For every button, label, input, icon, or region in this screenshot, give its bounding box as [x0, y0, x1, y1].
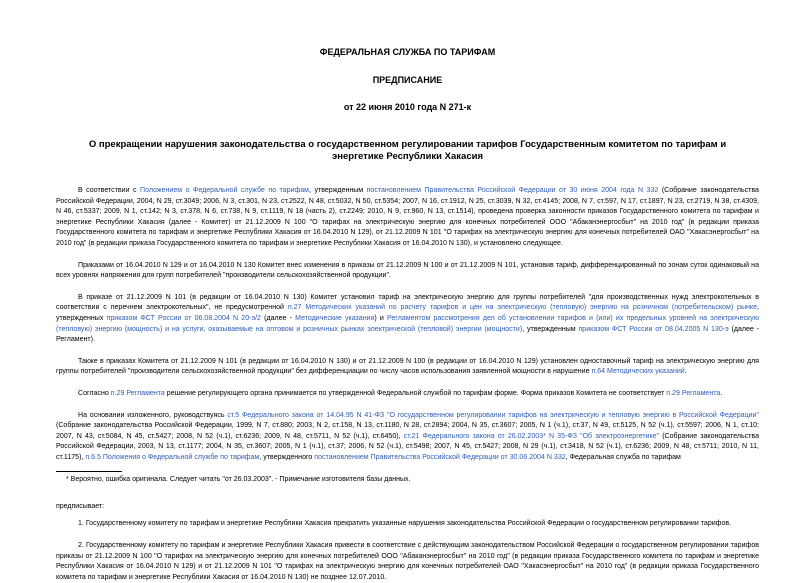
- link-fst-order-130-e[interactable]: приказом ФСТ России от 08.04.2005 N 130-э: [578, 325, 729, 333]
- text: (далее - Регламент).: [56, 325, 759, 344]
- paragraph-5: [56, 389, 759, 400]
- link-methodical-guidelines[interactable]: Методические указания: [295, 314, 375, 322]
- text: (Собрание законодательства Российской Федерации, 2003, N 13, ст.1177; 2004, N 35, ст.3607; 2005, N 1 (ч.1), ст.37; 2006, N 52 (ч.1), ст.5498; 2007, N 45, ст.5427; 2008, N 29 (ч.1), ст.3418, N 52 (ч.1), ст.6236; 2009, N 48, ст.5711; 2010, N 11, ст.1175),: [56, 432, 759, 461]
- footnote: * Вероятно, ошибка оригинала. Следует читать "от 26.03.2003". - Примечание изготовителя базы данных.: [66, 476, 411, 484]
- text: На основании изложенного, руководствуясь: [78, 411, 228, 419]
- link-reglament-p29[interactable]: п.29 Регламента: [110, 389, 165, 397]
- agency-heading: ФЕДЕРАЛЬНАЯ СЛУЖБА ПО ТАРИФАМ: [319, 47, 496, 57]
- text: .: [684, 368, 687, 376]
- text: ) и: [374, 314, 387, 322]
- link-methodical-guidelines-p64[interactable]: п.64 Методических указаний: [591, 368, 685, 376]
- text: , утвержденным: [522, 325, 579, 333]
- text: , утвержденного: [259, 453, 315, 461]
- text: Согласно: [78, 389, 111, 397]
- doc-type-heading: ПРЕДПИСАНИЕ: [372, 75, 443, 85]
- link-reglament[interactable]: Регламентом рассмотрения дел об установлении тарифов и (или) их предельных уровней на электрическую (тепловую) энергию (мощность) и на услуги, оказываемые на оптовом и розничных рынках электрической (тепловой) энергии (мощности): [56, 314, 759, 333]
- text: (далее -: [260, 314, 296, 322]
- text: (Собрание законодательства Российской Федерации, 1999, N 7, ст.880; 2003, N 2, ст.158, N 13, ст.1180, N 28, ст.2894; 2004, N 35, ст.3607; 2005, N 1 (ч.1), ст.37, N 49, ст.5125, N 52 (ч.1), ст.5597; 2006, N 1, ст.10; 2007, N 43, ст.5084, N 45, ст.5427; 2008, N 52 (ч.1), ст.6236; 2009, N 48, ст.5711, N 52 (ч.1), ст.6450),: [56, 422, 759, 440]
- footnote-divider: [56, 471, 122, 472]
- doc-date-number: от 22 июня 2010 года N 271-к: [343, 102, 472, 112]
- text: .: [720, 389, 723, 397]
- paragraph-1: [56, 186, 759, 250]
- paragraph-3: [56, 293, 759, 346]
- link-reglament-p29[interactable]: п.29 Регламента: [666, 389, 721, 397]
- link-fst-regulation-p65[interactable]: п.6.5 Положения о Федеральной службе по тарифам: [85, 453, 260, 461]
- paragraph-4: [56, 357, 759, 378]
- orders-heading: предписывает:: [56, 503, 105, 511]
- link-fst-regulation[interactable]: Положением о Федеральной службе по тарифам: [140, 187, 310, 194]
- link-methodical-guidelines-p27[interactable]: п.27 Методических указаний по расчету тарифов и цен на электрическую (тепловую) энергию на розничном (потребительском) рынке: [287, 304, 758, 312]
- text: решение регулирующего органа принимается по утвержденной Федеральной службой по тарифам форме. Форма приказов Комитета не соответствует: [164, 389, 667, 397]
- text: (Собрание законодательства Российской Федерации, 2004, N 29, ст.3049; 2006, N 3, ст.301, N 23, ст.2522, N 48, ст.5032, N 50, ст.5354; 2007, N 16, ст.1912, N 25, ст.3039, N 32, ст.4145; 2008, N 7, ст.597, N 17, ст.1897, N 23, ст.2719, N 38, ст.4309, N 46, ст.5337; 2009, N 1, ст.142; N 3, ст.378, N 6, ст.738, N 9, ст.1119, N 18 (часть 2), ст.2249; 2010, N 9, ст.960, N 13, ст.1514), проведена проверка законности приказов Государственного комитета по тарифам и энергетике Республики Хакасия (далее - Комитет) от 21.12.2009 N 100 "О тарифах на электрическую энергию для конечных потребителей ООО "Абаканэнергосбыт" на 2010 год" (в редакции приказа Государственного комитета по тарифам и энергетике Республики Хакасия от 16.04.2010 N 129), от 21.12.2009 N 101 "О тарифах на электрическую энергию для конечных потребителей ОАО "Хакасэнергосбыт" на 2010 год" (в редакции приказа Государственного комитета по тарифам и энергетике Республики Хакасия от 16.04.2010 N 130), и установлено следующее.: [56, 187, 759, 247]
- text: Также в приказах Комитета от 21.12.2009 N 101 (в редакции от 16.04.2010 N 130) и от 21.12.2009 N 100 (в редакции от 16.04.2010 N 129) установлен одноставочный тариф на электрическую энергию для группы потребителей "производители сельскохозяйственной продукции" без дифференциации по числу часов использования заявленной мощности в нарушение: [56, 357, 759, 376]
- paragraph-6: [56, 411, 759, 464]
- link-federal-law-35fz[interactable]: ст.21 Федерального закона от 26.02.2003* N 35-ФЗ "Об электроэнергетике": [403, 432, 660, 440]
- text: В соответствии с: [78, 187, 141, 194]
- link-government-decree-332[interactable]: постановлением Правительства Российской Федерации от 30 июня 2004 года N 332: [366, 187, 659, 194]
- text: В приказе от 21.12.2009 N 101 (в редакции от 16.04.2010 N 130) Комитет установил тариф на электрическую энергию для группы потребителей "для производственных нужд электрокотельных в соответствии с перечнем электрокотельных", не предусмотренной: [56, 293, 759, 312]
- document-title: О прекращении нарушения законодательства о государственном регулировании тарифов Государственным комитетом по тарифам и энергетике Республики Хакасия: [88, 139, 727, 162]
- text: , Федеральная служба по тарифам: [565, 453, 681, 461]
- link-fst-order-20-e2[interactable]: приказом ФСТ России от 06.08.2004 N 20-э/2: [106, 314, 261, 322]
- paragraph-2: Приказами от 16.04.2010 N 129 и от 16.04.2010 N 130 Комитет внес изменения в приказы от 21.12.2009 N 100 и от 21.12.2009 N 101, установив тариф, дифференцированный по зонам суток одинаковый на всех уровнях напряжения для групп потребителей "производители сельскохозяйственной продукции".: [56, 261, 759, 280]
- text: , утвержденным: [309, 187, 367, 194]
- text: , утвержденных: [56, 304, 759, 322]
- link-government-decree-332[interactable]: постановлением Правительства Российской Федерации от 30.06.2004 N 332: [314, 453, 566, 461]
- link-federal-law-41fz[interactable]: ст.5 Федерального закона от 14.04.95 N 41-ФЗ "О государственном регулировании тарифов на электрическую и тепловую энергию в Российской Федерации": [227, 411, 759, 419]
- order-item-2: 2. Государственному комитету по тарифам и энергетике Республики Хакасия привести в соответствие с действующим законодательством Российской Федерации о государственном регулировании тарифов приказы от 21.12.2009 N 100 "О тарифах на электрическую энергию для конечных потребителей ООО "Абаканэнергосбыт" на 2010 год" (в редакции приказа Государственного комитета по тарифам и энергетике Республики Хакасия от 16.04.2010 N 129) и от 21.12.2009 N 101 "О тарифах на электрическую энергию для конечных потребителей ОАО "Хакасэнергосбыт" на 2010 год" (в редакции приказа Государственного комитета по тарифам и энергетике Республики Хакасия от 16.04.2010 N 130) не позднее 12.07.2010.: [56, 542, 759, 581]
- order-item-1: 1. Государственному комитету по тарифам и энергетике Республики Хакасия прекратить указанные нарушения законодательства Российской Федерации о государственном регулировании тарифов.: [78, 520, 732, 528]
